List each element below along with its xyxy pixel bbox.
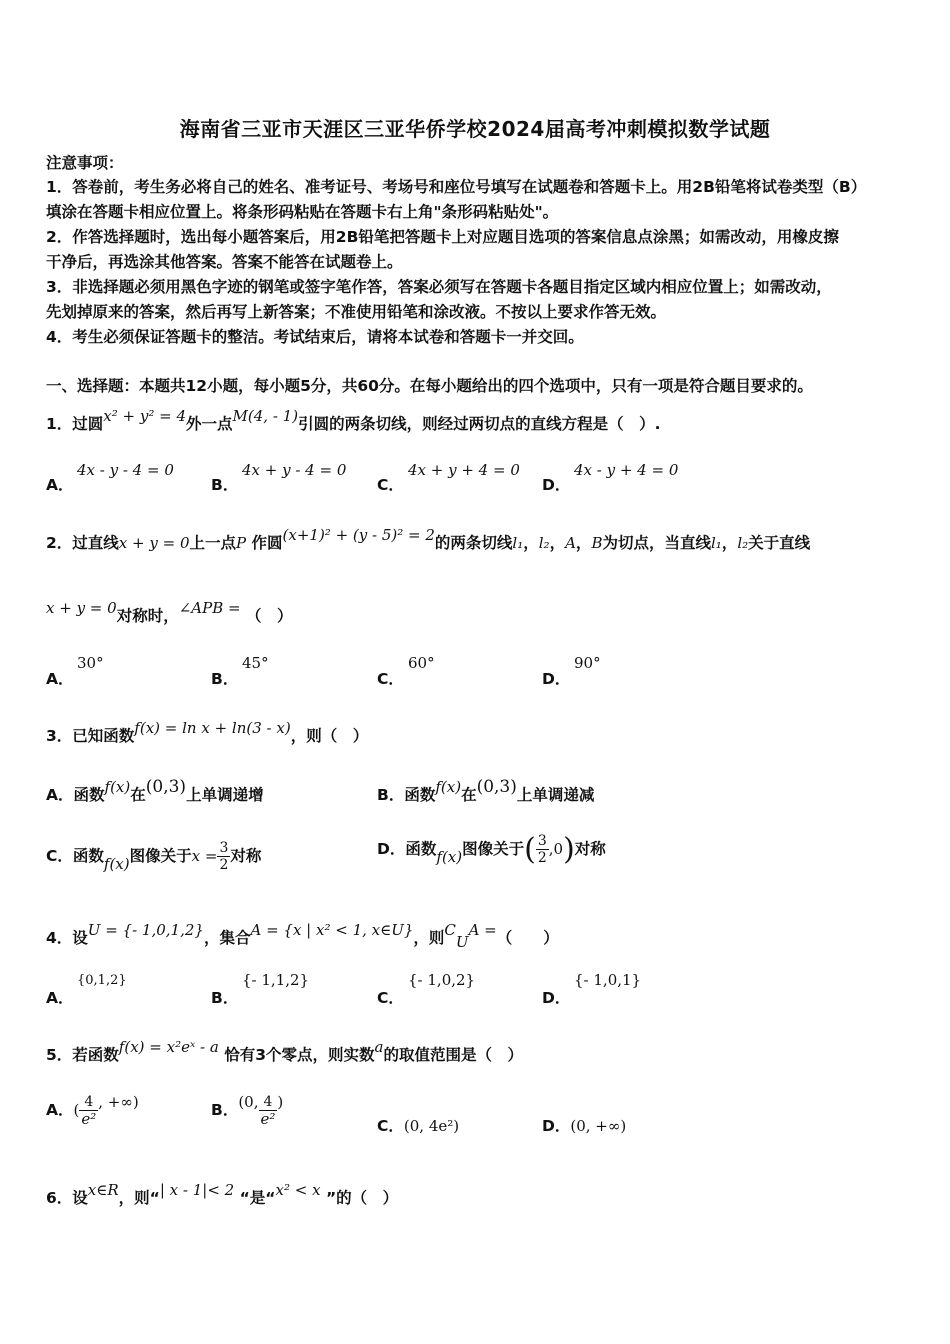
q2-option-c-label[interactable]: C． xyxy=(377,670,404,688)
q2-option-a-label[interactable]: A． xyxy=(46,670,74,688)
q5-option-c[interactable]: C．(0, 4e²) xyxy=(377,1117,460,1135)
q4-set-a: A = {x | x² < 1, x∈U} xyxy=(250,921,414,939)
q5-option-b[interactable]: B．(0, $\frac{4}{\text{e²}}$ ) xyxy=(211,1093,284,1128)
q1-option-a-label[interactable]: A． xyxy=(46,476,74,494)
q5-option-a[interactable]: A．( $\frac{4}{\text{e²}}$ , +∞) xyxy=(46,1093,139,1128)
question-1: 1．过圆x² + y² = 4外一点M(4, - 1)引圆的两条切线，则经过两切点的直线方程是（ ）. xyxy=(46,407,661,433)
q4-option-b-value: {- 1,1,2} xyxy=(242,971,310,989)
q1-option-d-label[interactable]: D． xyxy=(542,476,571,494)
q1-option-d-value: 4x - y + 4 = 0 xyxy=(574,461,679,479)
question-6: 6．设x∈R，则“| x - 1|< 2 “是“x² < x ”的（ ） xyxy=(46,1181,399,1207)
q1-option-b-label[interactable]: B． xyxy=(211,476,239,494)
q2-option-d-label[interactable]: D． xyxy=(542,670,571,688)
q1-circle-equation: x² + y² = 4 xyxy=(103,407,187,425)
section-heading: 一、选择题：本题共12小题，每小题5分，共60分。在每小题给出的四个选项中，只有一项是符合题目要求的。 xyxy=(46,377,813,395)
notice-line-4: 4．考生必须保证答题卡的整洁。考试结束后，请将本试卷和答题卡一并交回。 xyxy=(46,328,584,346)
notice-line-1b: 填涂在答题卡相应位置上。将条形码粘贴在答题卡右上角"条形码粘贴处"。 xyxy=(46,203,559,221)
q4-option-b-label[interactable]: B． xyxy=(211,989,239,1007)
q2-option-b-value: 45° xyxy=(242,654,269,672)
q3-function: f(x) = ln x + ln(3 - x) xyxy=(134,719,291,737)
notice-line-3b: 先划掉原来的答案，然后再写上新答案；不准使用铅笔和涂改液。不按以上要求作答无效。 xyxy=(46,303,667,321)
q3-option-b[interactable]: B．函数f(x)在(0,3)上单调递减 xyxy=(377,777,595,804)
question-2-cont: x + y = 0对称时，∠APB = （ ） xyxy=(46,599,293,625)
question-2: 2．过直线x + y = 0上一点P 作圆(x+1)² + (y - 5)² = 2的两条切线l₁，l₂，A，B为切点，当直线l₁，l₂关于直线 xyxy=(46,526,811,552)
notice-heading: 注意事项： xyxy=(46,154,124,172)
q3-option-d[interactable]: D．函数f(x)图像关于( $\frac{3}{2}$ ,0)对称 xyxy=(377,832,606,867)
question-4: 4．设U = {- 1,0,1,2}，集合A = {x | x² < 1, x∈U}，则$C_UA$ =（ ） xyxy=(46,921,559,952)
q2-option-b-label[interactable]: B． xyxy=(211,670,239,688)
q4-option-a-value: {0,1,2} xyxy=(77,973,127,988)
q2-option-c-value: 60° xyxy=(408,654,435,672)
q1-option-a-value: 4x - y - 4 = 0 xyxy=(77,461,174,479)
q3-option-c[interactable]: C．函数f(x)图像关于x = $\frac{3}{2}$ 对称 xyxy=(46,840,262,873)
question-3: 3．已知函数f(x) = ln x + ln(3 - x)，则（ ） xyxy=(46,719,369,745)
q2-circle-equation: (x+1)² + (y - 5)² = 2 xyxy=(282,526,435,544)
q1-option-b-value: 4x + y - 4 = 0 xyxy=(242,461,347,479)
q4-option-c-value: {- 1,0,2} xyxy=(408,971,476,989)
q1-option-c-value: 4x + y + 4 = 0 xyxy=(408,461,520,479)
q4-set-u: U = {- 1,0,1,2} xyxy=(87,921,204,939)
question-5: 5．若函数f(x) = x²eˣ - a 恰有3个零点，则实数a的取值范围是（ ） xyxy=(46,1038,524,1064)
q5-option-d[interactable]: D．(0, +∞) xyxy=(542,1117,627,1135)
q4-option-d-value: {- 1,0,1} xyxy=(574,971,642,989)
q1-option-c-label[interactable]: C． xyxy=(377,476,404,494)
q3-option-a[interactable]: A．函数f(x)在(0,3)上单调递增 xyxy=(46,777,264,804)
q4-option-c-label[interactable]: C． xyxy=(377,989,404,1007)
q2-option-a-value: 30° xyxy=(77,654,104,672)
q2-option-d-value: 90° xyxy=(574,654,601,672)
q1-point: M(4, - 1) xyxy=(232,407,299,425)
q4-option-d-label[interactable]: D． xyxy=(542,989,571,1007)
notice-line-2b: 干净后，再选涂其他答案。答案不能答在试题卷上。 xyxy=(46,253,403,271)
notice-line-3a: 3．非选择题必须用黑色字迹的钢笔或签字笔作答，答案必须写在答题卡各题目指定区域内相应位置上；如需改动， xyxy=(46,278,832,296)
q4-option-a-label[interactable]: A． xyxy=(46,989,74,1007)
page-title: 海南省三亚市天涯区三亚华侨学校2024届高考冲刺模拟数学试题 xyxy=(179,117,771,141)
notice-line-2a: 2．作答选择题时，选出每小题答案后，用2B铅笔把答题卡上对应题目选项的答案信息点涂黑；如需改动，用橡皮擦 xyxy=(46,228,839,246)
notice-line-1a: 1．答卷前，考生务必将自己的姓名、准考证号、考场号和座位号填写在试题卷和答题卡上。用2B铅笔将试卷类型（B） xyxy=(46,178,867,196)
q5-function: f(x) = x²eˣ - a xyxy=(118,1038,219,1056)
